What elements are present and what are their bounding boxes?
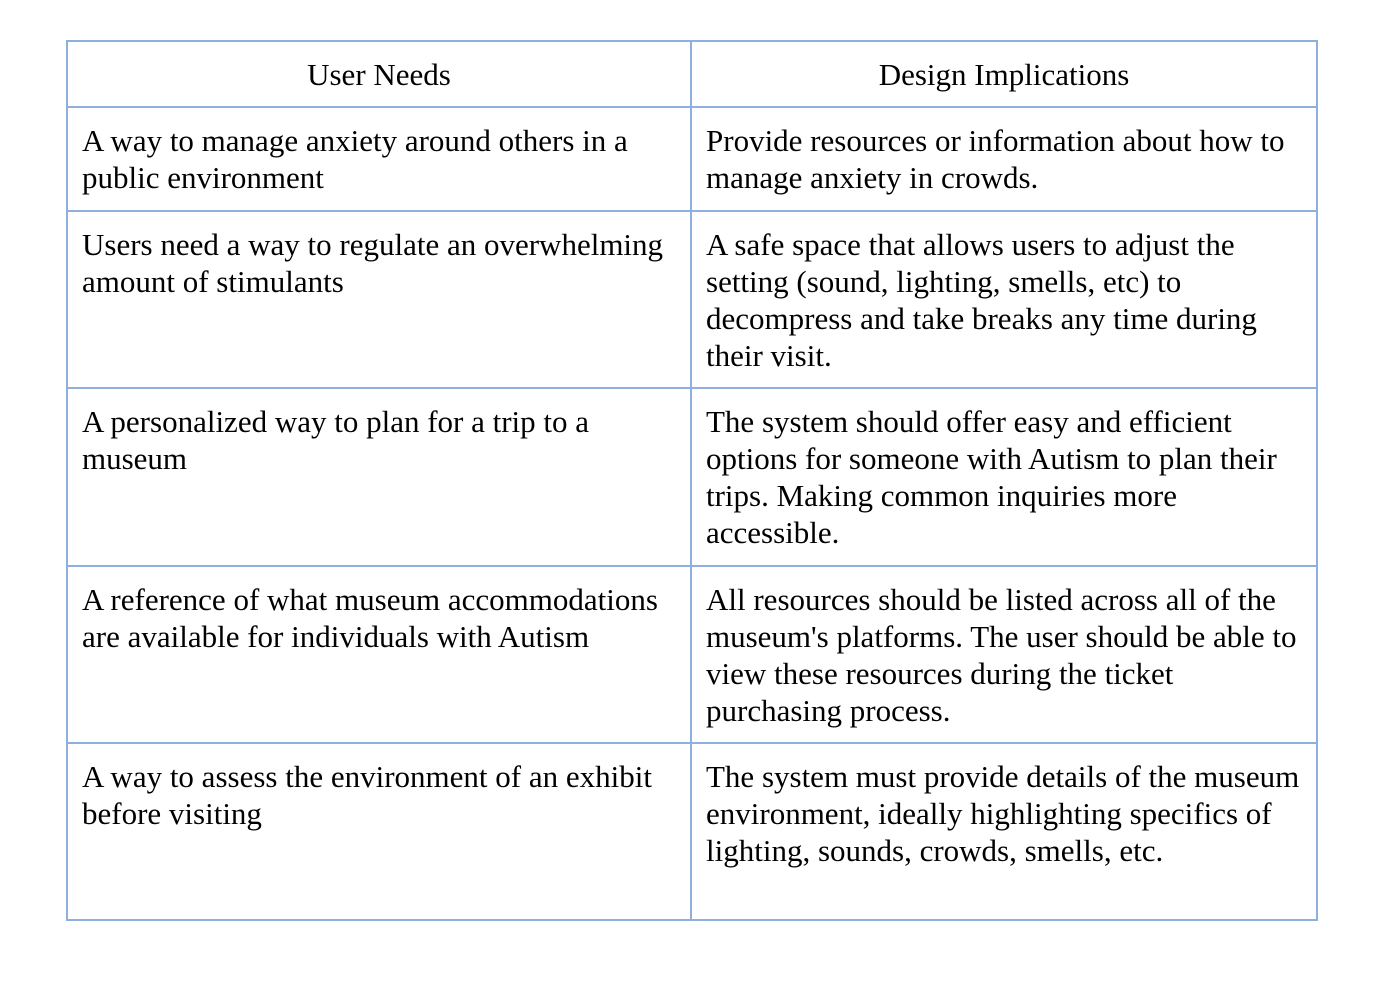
design-implication-cell: Provide resources or information about how to manage anxiety in crowds. xyxy=(691,107,1317,211)
table-row xyxy=(67,566,1317,743)
table-row xyxy=(67,388,1317,566)
user-need-cell: A way to manage anxiety around others in a public environment xyxy=(67,107,691,211)
design-implication-cell: A safe space that allows users to adjust the setting (sound, lighting, smells, etc) to decompress and take breaks any time during their visit. xyxy=(691,211,1317,388)
user-needs-table xyxy=(66,40,1318,921)
design-implication-cell: The system must provide details of the museum environment, ideally highlighting specifics of lighting, sounds, crowds, smells, etc. xyxy=(691,743,1317,920)
user-need-cell: A way to assess the environment of an exhibit before visiting xyxy=(67,743,691,920)
design-implication-cell: The system should offer easy and efficient options for someone with Autism to plan their trips. Making common inquiries more accessible. xyxy=(691,388,1317,566)
user-need-cell: A personalized way to plan for a trip to a museum xyxy=(67,388,691,566)
table-row xyxy=(67,743,1317,920)
header-design-implications: Design Implications xyxy=(691,41,1317,107)
design-implication-cell: All resources should be listed across all of the museum's platforms. The user should be able to view these resources during the ticket purchasing process. xyxy=(691,566,1317,743)
header-user-needs: User Needs xyxy=(67,41,691,107)
table-row xyxy=(67,211,1317,388)
user-need-cell: Users need a way to regulate an overwhelming amount of stimulants xyxy=(67,211,691,388)
table-row xyxy=(67,107,1317,211)
table-header-row xyxy=(67,41,1317,107)
user-need-cell: A reference of what museum accommodations are available for individuals with Autism xyxy=(67,566,691,743)
